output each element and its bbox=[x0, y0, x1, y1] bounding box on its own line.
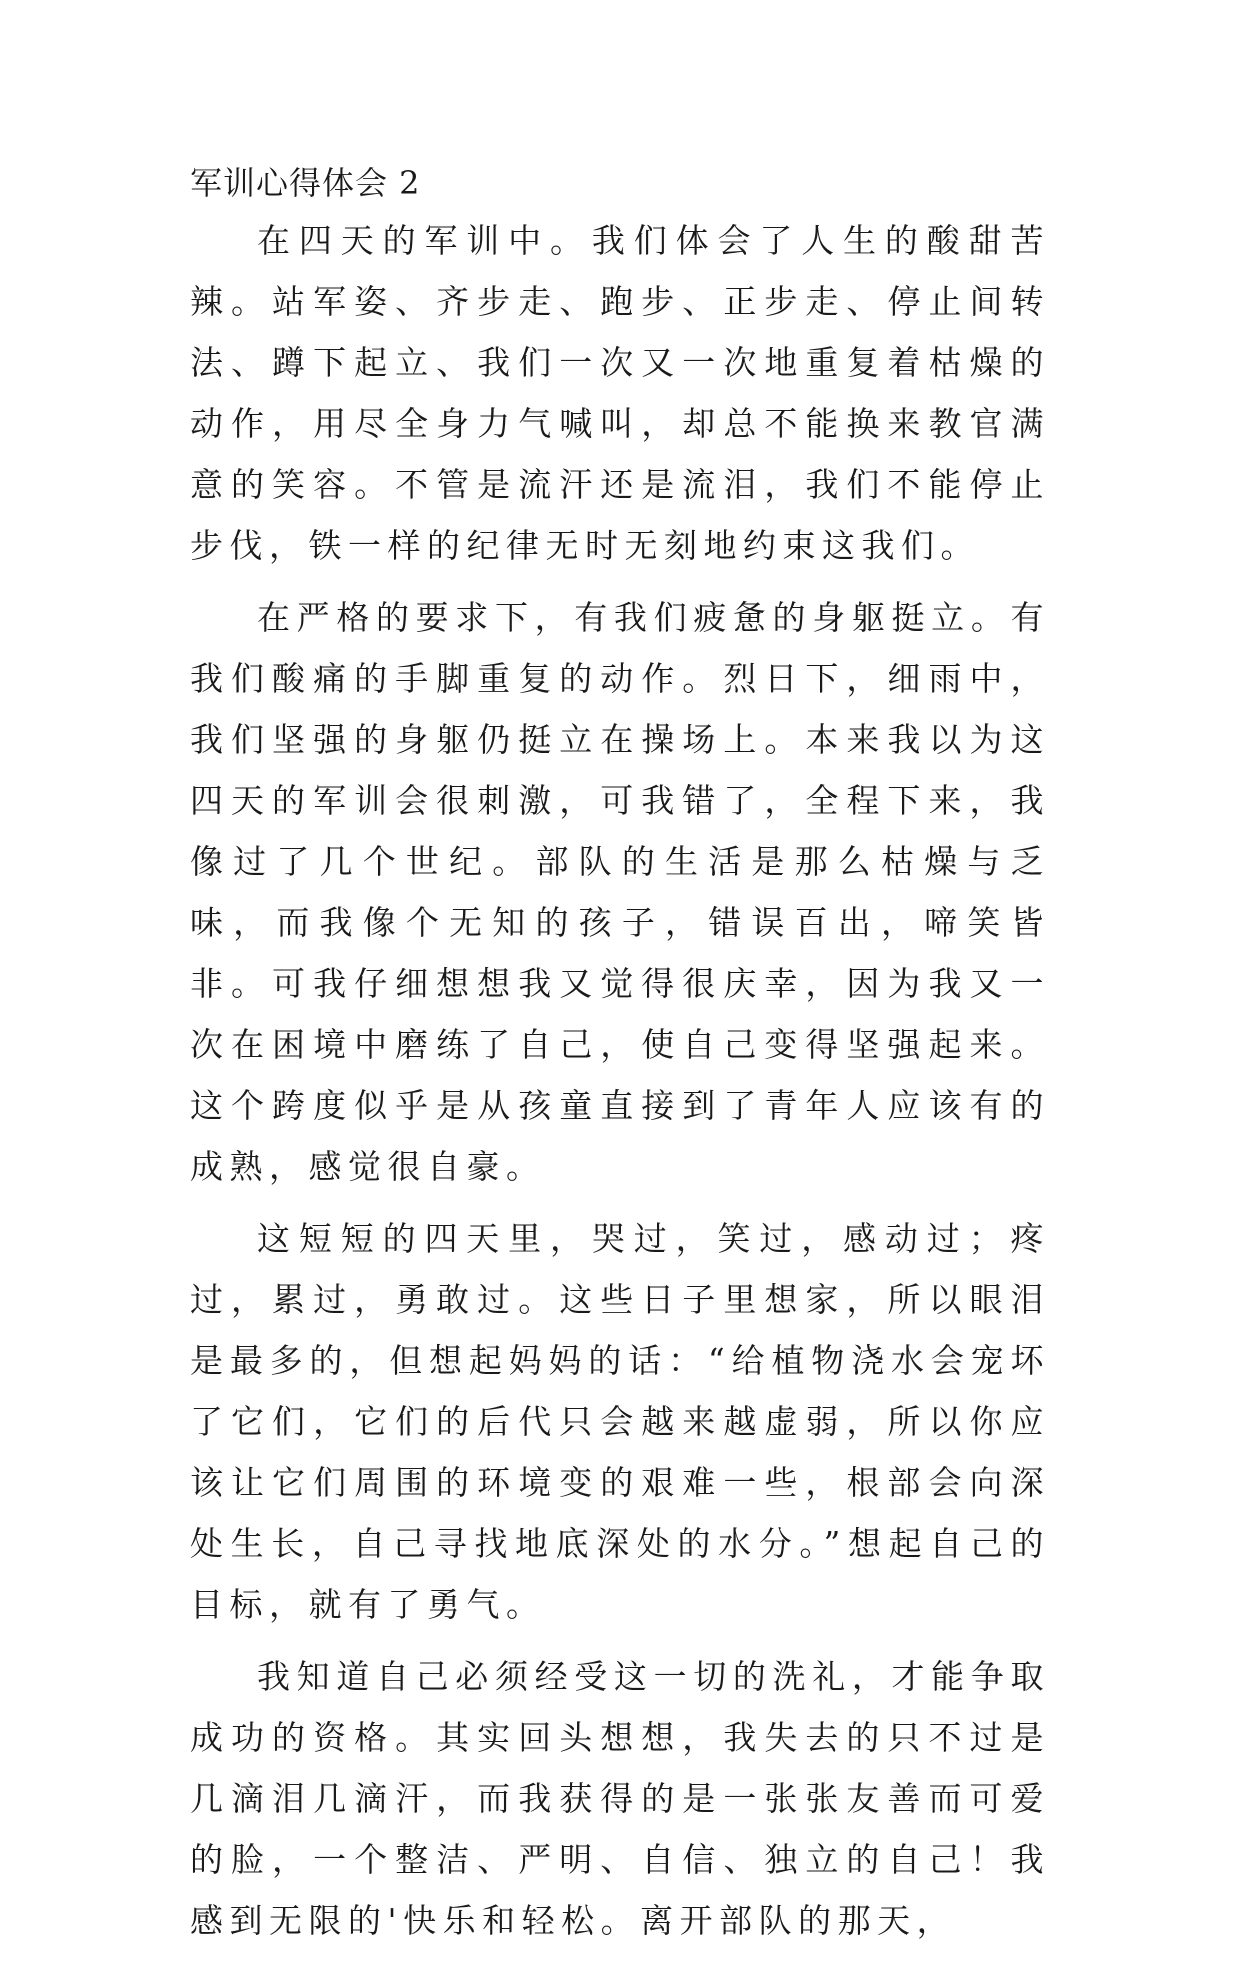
document-body bbox=[190, 210, 1050, 1962]
paragraph: 我知道自己必须经受这一切的洗礼，才能争取成功的资格。其实回头想想，我失去的只不过是几滴泪几滴汗，而我获得的是一张张友善而可爱的脸，一个整洁、严明、自信、独立的自己！我感到无限的'快乐和轻松。离开部队的那天， bbox=[190, 1657, 1050, 1940]
paragraph: 这短短的四天里，哭过，笑过，感动过；疼过，累过，勇敢过。这些日子里想家，所以眼泪是最多的，但想起妈妈的话：“给植物浇水会宠坏了它们，它们的后代只会越来越虚弱，所以你应该让它们周围的环境变的艰难一些，根部会向深处生长，自己寻找地底深处的水分。”想起自己的目标，就有了勇气。 bbox=[190, 1219, 1050, 1624]
paragraph: 在严格的要求下，有我们疲惫的身躯挺立。有我们酸痛的手脚重复的动作。烈日下，细雨中，我们坚强的身躯仍挺立在操场上。本来我以为这四天的军训会很刺激，可我错了，全程下来，我像过了几个世纪。部队的生活是那么枯燥与乏味，而我像个无知的孩子，错误百出，啼笑皆非。可我仔细想想我又觉得很庆幸，因为我又一次在困境中磨练了自己，使自己变得坚强起来。这个跨度似乎是从孩童直接到了青年人应该有的成熟，感觉很自豪。 bbox=[190, 598, 1050, 1186]
document-title: 军训心得体会 2 bbox=[190, 164, 421, 202]
paragraph: 在四天的军训中。我们体会了人生的酸甜苦辣。站军姿、齐步走、跑步、正步走、停止间转法、蹲下起立、我们一次又一次地重复着枯燥的动作，用尽全身力气喊叫，却总不能换来教官满意的笑容。不管是流汗还是流泪，我们不能停止步伐，铁一样的纪律无时无刻地约束这我们。 bbox=[190, 221, 1050, 565]
